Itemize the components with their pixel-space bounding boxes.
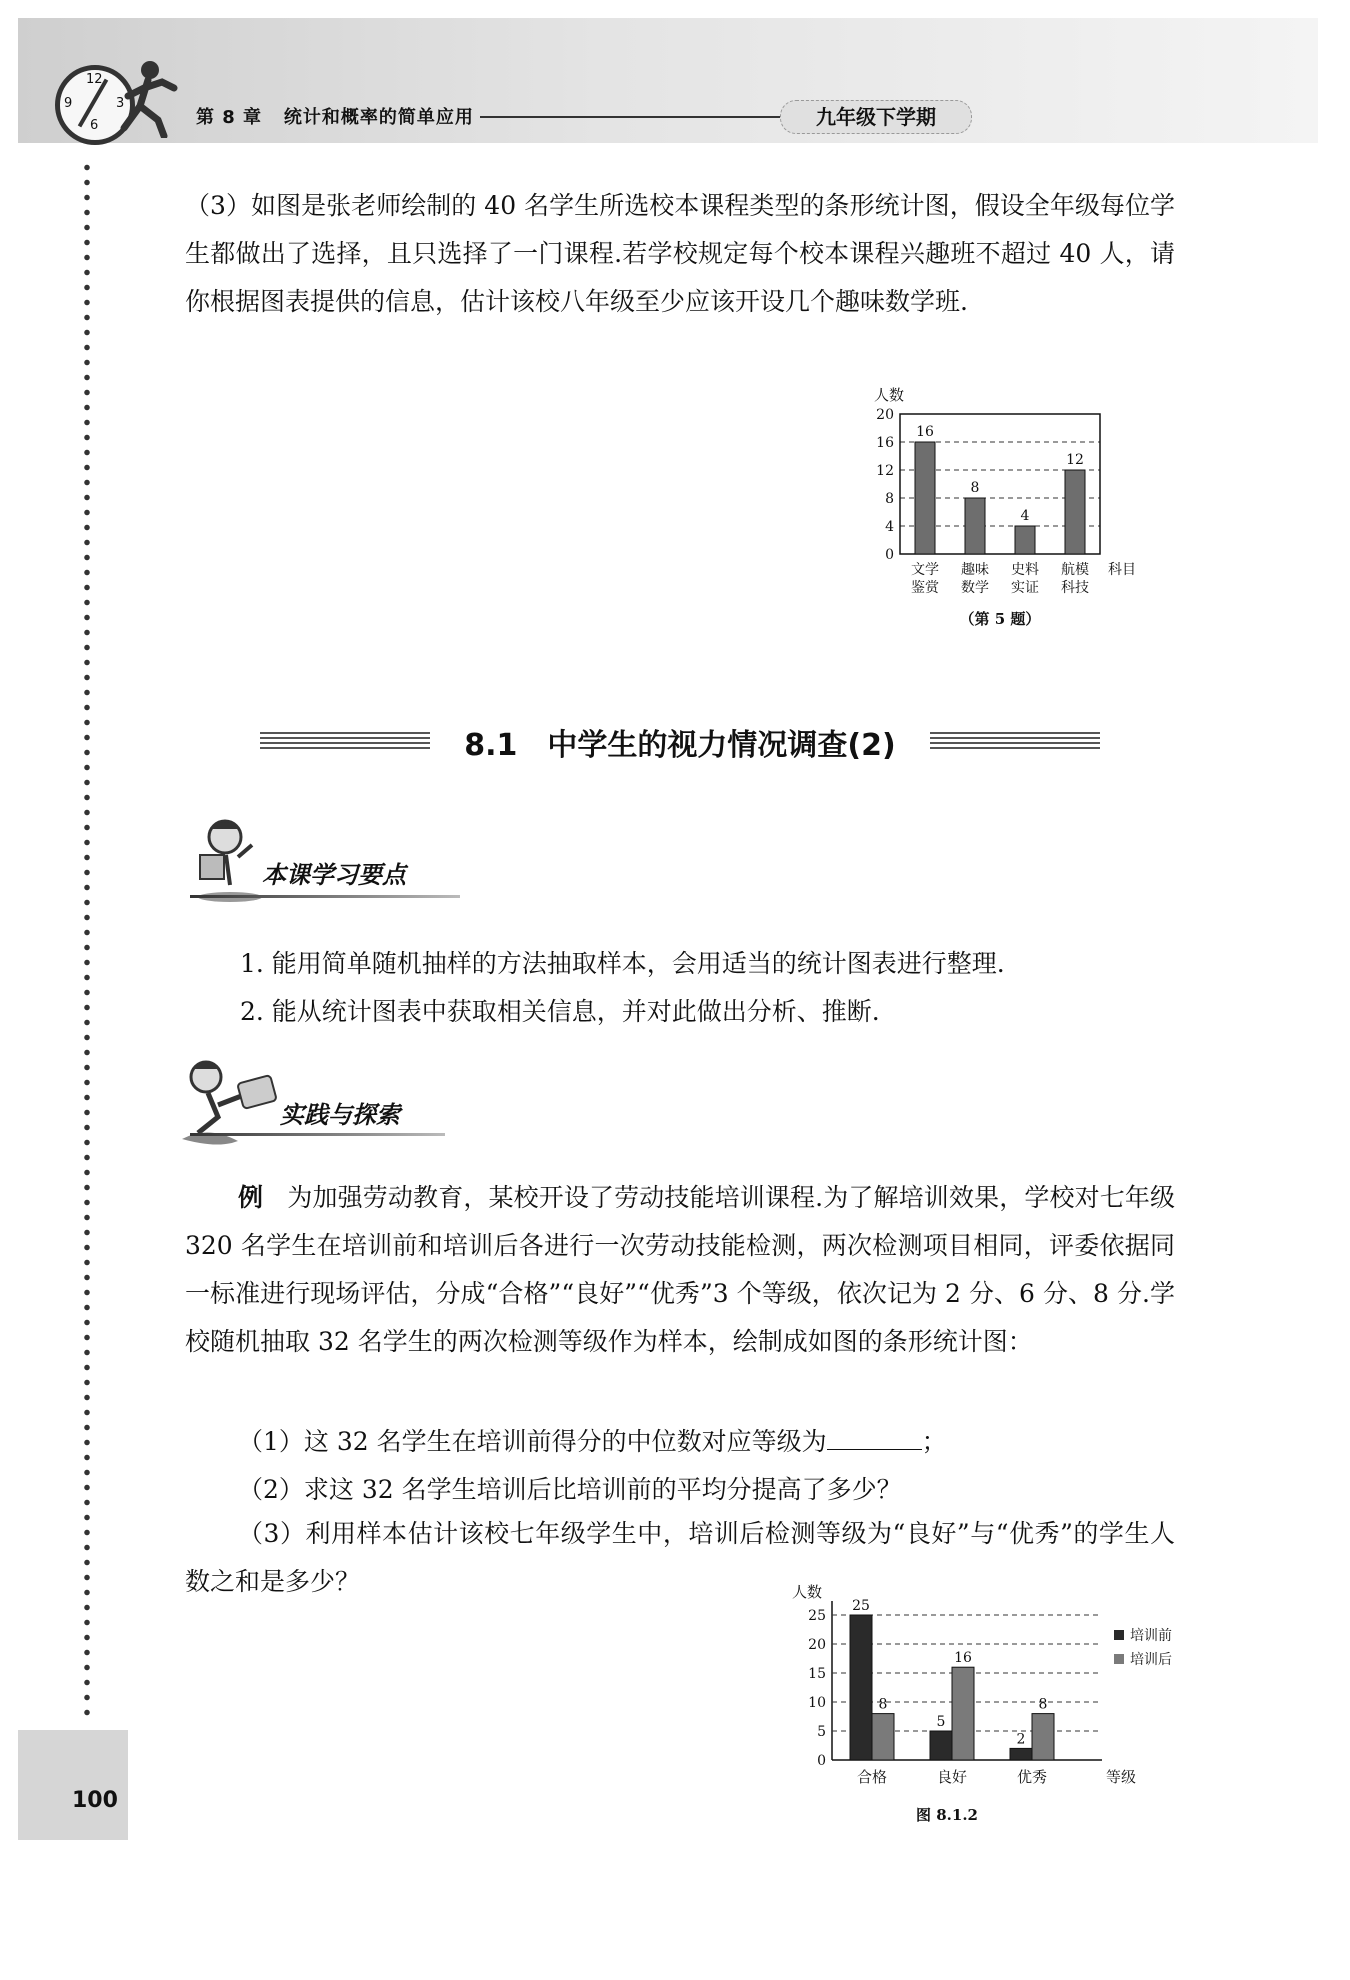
y-tick-label: 20 <box>808 1637 826 1653</box>
bar-value-label: 8 <box>970 480 980 496</box>
bar <box>965 498 985 554</box>
y-tick-label: 12 <box>876 463 894 479</box>
practice-underline <box>190 1133 445 1136</box>
x-tick-label: 良好 <box>936 1768 968 1786</box>
bar-value-label: 8 <box>878 1696 888 1713</box>
runner-icon <box>110 58 180 138</box>
bar-value-label: 2 <box>1016 1731 1026 1748</box>
section-title-block <box>260 720 1100 764</box>
y-axis-label: 人数 <box>874 386 905 404</box>
y-tick-label: 15 <box>808 1666 826 1682</box>
question-1-text: （1）这 32 名学生在培训前得分的中位数对应等级为 <box>238 1427 827 1456</box>
problem-3-text: （3）如图是张老师绘制的 40 名学生所选校本课程类型的条形统计图，假设全年级每位学生都做出了选择，且只选择了一门课程.若学校规定每个校本课程兴趣班不超过 40 人，请你根据图表提供的信息，估计该校八年级至少应该开设几个趣味数学班. <box>185 191 1175 316</box>
bar <box>1065 470 1085 554</box>
compass-9: 9 <box>64 96 73 111</box>
legend-swatch <box>1114 1630 1124 1640</box>
bar <box>1015 526 1035 554</box>
study-points-underline <box>190 895 460 898</box>
y-tick-label: 10 <box>808 1695 826 1711</box>
chart-course-selection <box>860 378 1220 678</box>
bar-value-label: 5 <box>936 1714 946 1730</box>
chart-caption: （第 5 题） <box>959 610 1041 628</box>
bar-value-label: 12 <box>1066 452 1084 468</box>
study-point-1: 1. 能用简单随机抽样的方法抽取样本，会用适当的统计图表进行整理. <box>240 949 1005 978</box>
example-body: 为加强劳动教育，某校开设了劳动技能培训课程.为了解培训效果，学校对七年级 320 名学生在培训前和培训后各进行一次劳动技能检测，两次检测项目相同，评委依据同一标准进行现场评估，分成“合格”“良好”“优秀”3 个等级，依次记为 2 分、6 分、8 分.学校随机抽取 32 名学生的两次检测等级作为样本，绘制成如图的条形统计图： <box>185 1183 1175 1356</box>
y-tick-label: 8 <box>885 491 894 507</box>
x-tick-label: 文学 <box>911 562 939 578</box>
bar-value-label: 25 <box>852 1598 870 1614</box>
x-tick-label: 航模 <box>1061 562 1089 578</box>
legend-label: 培训前 <box>1130 1628 1172 1644</box>
section-stripes-right <box>930 732 1100 752</box>
y-tick-label: 16 <box>876 435 894 451</box>
bar <box>872 1714 894 1760</box>
bar <box>850 1615 872 1760</box>
header-rule <box>480 116 780 118</box>
question-3: （3）利用样本估计该校七年级学生中，培训后检测等级为“良好”与“优秀”的学生人数之和是多少？ <box>185 1519 1175 1596</box>
bar-value-label: 8 <box>1038 1696 1048 1713</box>
chart-training-levels <box>780 1575 1200 1835</box>
example-text <box>185 1174 1175 1366</box>
y-tick-label: 0 <box>817 1753 826 1769</box>
reading-kid-icon <box>180 815 270 905</box>
legend-swatch <box>1114 1654 1124 1664</box>
y-tick-label: 4 <box>885 519 894 535</box>
x-tick-label: 科技 <box>1061 580 1089 596</box>
chapter-heading <box>196 103 474 129</box>
x-tick-label: 鉴赏 <box>911 580 939 596</box>
x-tick-label: 数学 <box>961 580 989 596</box>
chapter-title: 统计和概率的简单应用 <box>283 107 474 128</box>
y-axis-label: 人数 <box>792 1583 823 1601</box>
grade-badge: 九年级下学期 <box>780 100 972 134</box>
section-title: 8.1 中学生的视力情况调查(2) <box>464 728 896 763</box>
legend-label: 培训后 <box>1130 1652 1172 1668</box>
y-tick-label: 20 <box>876 407 894 423</box>
y-tick-label: 0 <box>885 547 894 563</box>
x-tick-label: 趣味 <box>961 562 989 578</box>
margin-dots <box>84 160 90 1720</box>
chapter-number: 第 8 章 <box>196 107 263 128</box>
y-tick-label: 5 <box>817 1724 826 1740</box>
question-1-end: ； <box>921 1427 947 1456</box>
compass-6: 6 <box>90 118 99 133</box>
study-points-label: 本课学习要点 <box>262 861 406 889</box>
bar-value-label: 16 <box>916 424 934 440</box>
y-tick-label: 25 <box>808 1608 826 1624</box>
x-tick-label: 合格 <box>856 1768 888 1786</box>
bar <box>930 1731 952 1760</box>
example-label: 例 <box>238 1183 264 1212</box>
compass-3: 3 <box>116 96 125 111</box>
x-axis-label: 科目 <box>1108 562 1136 578</box>
bar-value-label: 16 <box>954 1650 972 1667</box>
chart-caption: 图 8.1.2 <box>916 1806 978 1824</box>
question-2: （2）求这 32 名学生培训后比培训前的平均分提高了多少？ <box>238 1475 902 1504</box>
bar <box>952 1667 974 1760</box>
x-axis-label: 等级 <box>1106 1768 1137 1786</box>
practice-label: 实践与探索 <box>280 1101 400 1129</box>
compass-12: 12 <box>86 72 103 87</box>
answer-blank[interactable] <box>827 1449 922 1450</box>
page-number-box <box>18 1730 128 1840</box>
bar <box>915 442 935 554</box>
x-tick-label: 实证 <box>1011 580 1039 596</box>
page-number: 100 <box>72 1788 118 1813</box>
x-tick-label: 史料 <box>1011 562 1039 578</box>
x-tick-label: 优秀 <box>1016 1768 1048 1786</box>
study-point-2: 2. 能从统计图表中获取相关信息，并对此做出分析、推断. <box>240 997 880 1026</box>
section-stripes-left <box>260 732 430 752</box>
bar-value-label: 4 <box>1020 508 1030 524</box>
bar <box>1010 1748 1032 1760</box>
bar <box>1032 1714 1054 1760</box>
question-1 <box>238 1422 947 1458</box>
